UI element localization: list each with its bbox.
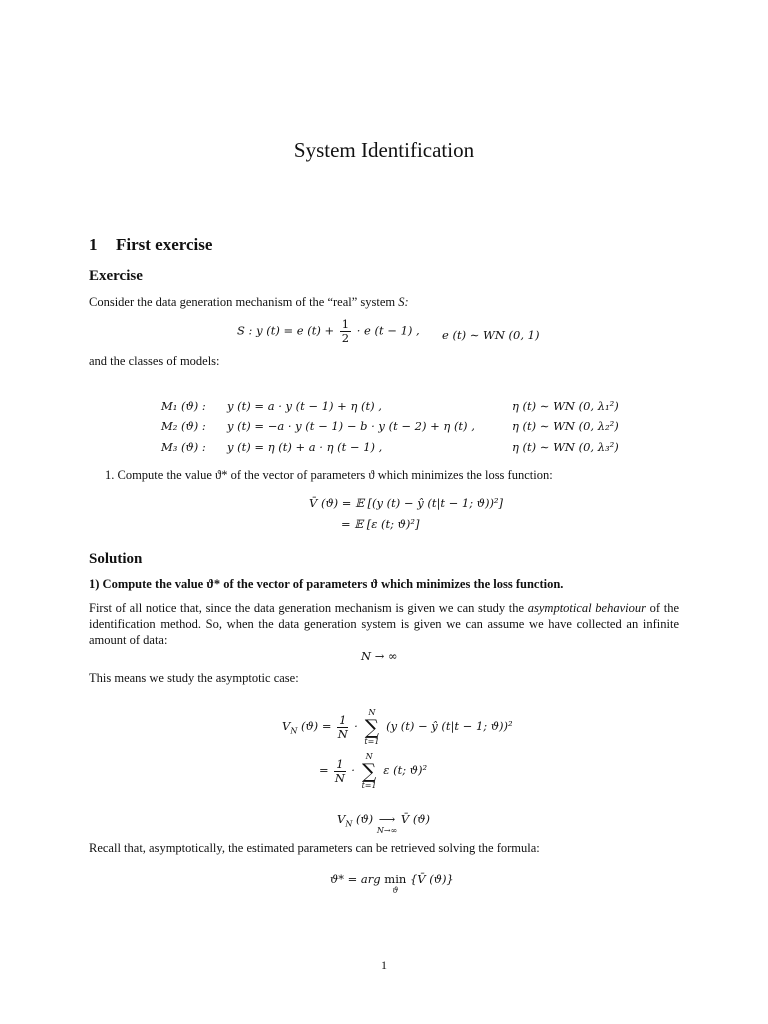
task-item: 1. Compute the value ϑ* of the vector of parameters ϑ which minimizes the loss function: xyxy=(105,468,553,482)
model-1-label: M₁ (ϑ) : xyxy=(161,399,206,413)
solution-paragraph-3: Recall that, asymptotically, the estimated parameters can be retrieved solving the formula: xyxy=(89,841,540,855)
loss-line-1: V̄ (ϑ) = 𝔼 [(y (t) − ŷ (t|t − 1; ϑ))²] xyxy=(309,496,504,510)
sum2-bottom: t=1 xyxy=(361,781,377,790)
vn-body-1: (y (t) − ŷ (t|t − 1; ϑ))² xyxy=(386,719,513,733)
system-equation xyxy=(237,318,420,345)
argmin-operator xyxy=(384,872,406,895)
system-symbol: S: xyxy=(398,295,409,309)
model-3-eq: y (t) = η (t) + a · η (t − 1) , xyxy=(227,440,383,454)
sum-symbol: N ∑ t=1 xyxy=(364,708,380,746)
solution-heading: Solution xyxy=(89,551,143,567)
model-2-noise: η (t) ∼ WN (0, λ₂²) xyxy=(512,419,619,433)
frac2-denominator: N xyxy=(334,770,345,785)
vn-equation-1: $V_N$ (ϑ) = $\frac{1}{N}$ · N ∑ t=1 (y (t) − ŷ (t|t − 1; ϑ))² xyxy=(282,708,513,746)
n-to-infinity: N → ∞ xyxy=(361,649,398,663)
model-1-noise: η (t) ∼ WN (0, λ₁²) xyxy=(512,399,619,413)
one-over-n-fraction xyxy=(337,714,348,741)
paper-page xyxy=(89,0,679,1024)
argmin-body: {V̄ (ϑ)} xyxy=(409,872,454,886)
sum-top: N xyxy=(368,708,376,717)
model-3-label: M₃ (ϑ) : xyxy=(161,440,206,454)
vn-argument: (ϑ) = xyxy=(300,719,332,733)
page-number: 1 xyxy=(381,958,387,972)
vn-eq2-sign: = xyxy=(319,763,329,777)
arrow-under: N→∞ xyxy=(376,826,398,835)
frac-numerator: 1 xyxy=(339,712,347,727)
section-number: 1 xyxy=(89,235,98,254)
system-eq-tail: · e (t − 1) , xyxy=(356,323,420,338)
intro-text: Consider the data generation mechanism of the “real” system xyxy=(89,295,396,309)
conv-left: V xyxy=(337,812,346,826)
intro-paragraph xyxy=(89,294,679,310)
sum-symbol-2: N ∑ t=1 xyxy=(361,752,377,790)
model-1-eq: y (t) = a · y (t − 1) + η (t) , xyxy=(227,399,382,413)
model-3-noise: η (t) ∼ WN (0, λ₃²) xyxy=(512,440,619,454)
solution-subheading: 1) Compute the value ϑ* of the vector of parameters ϑ which minimizes the loss function. xyxy=(89,577,564,591)
document-title: System Identification xyxy=(293,138,475,162)
sum2-top: N xyxy=(365,752,373,761)
exercise-heading: Exercise xyxy=(89,268,143,284)
half-fraction xyxy=(340,318,351,345)
vn-symbol: V xyxy=(282,719,291,733)
para1-part-a: First of all notice that, since the data generation mechanism is given we can study the xyxy=(89,601,525,615)
vn-equation-2: = $\frac{1}{N}$ · N ∑ t=1 ε (t; ϑ)² xyxy=(319,752,428,790)
frac-denominator: N xyxy=(337,726,348,741)
system-eq-head: S : y (t) = e (t) + xyxy=(237,323,335,338)
section-title: First exercise xyxy=(116,235,213,254)
vn-body-2: ε (t; ϑ)² xyxy=(383,763,428,777)
system-noise: e (t) ∼ WN (0, 1) xyxy=(442,328,540,342)
conv-right: V̄ (ϑ) xyxy=(400,812,431,826)
argmin-min: min xyxy=(384,872,407,886)
arrow-glyph: ⟶ xyxy=(378,812,396,826)
half-denominator: 2 xyxy=(341,331,350,345)
one-over-n-fraction-2 xyxy=(334,758,345,785)
para1-part-b: of the identification method. So, when the data generation system is given we can assume we have collected an infinite amount of data: xyxy=(89,601,680,647)
para1-emphasis: asymptotical behaviour xyxy=(527,601,646,615)
convergence-arrow xyxy=(377,812,397,835)
model-2-eq: y (t) = −a · y (t − 1) − b · y (t − 2) + η (t) , xyxy=(227,419,475,433)
argmin-left: ϑ* = arg xyxy=(330,872,381,886)
solution-paragraph-1 xyxy=(89,600,679,648)
vn-subscript: N xyxy=(290,726,298,736)
solution-paragraph-2: This means we study the asymptotic case: xyxy=(89,671,299,685)
section-heading xyxy=(89,235,212,255)
argmin-equation xyxy=(330,872,454,895)
argmin-under: ϑ xyxy=(392,886,399,895)
frac2-numerator: 1 xyxy=(336,756,344,771)
sum-bottom: t=1 xyxy=(364,737,380,746)
conv-subscript: N xyxy=(345,819,353,829)
convergence-line: $V_N$ (ϑ) ⟶ N→∞ V̄ (ϑ) xyxy=(337,812,431,835)
loss-line-2: = 𝔼 [ε (t; ϑ)²] xyxy=(341,517,420,531)
model-2-label: M₂ (ϑ) : xyxy=(161,419,206,433)
classes-text: and the classes of models: xyxy=(89,354,220,368)
half-numerator: 1 xyxy=(341,317,350,331)
